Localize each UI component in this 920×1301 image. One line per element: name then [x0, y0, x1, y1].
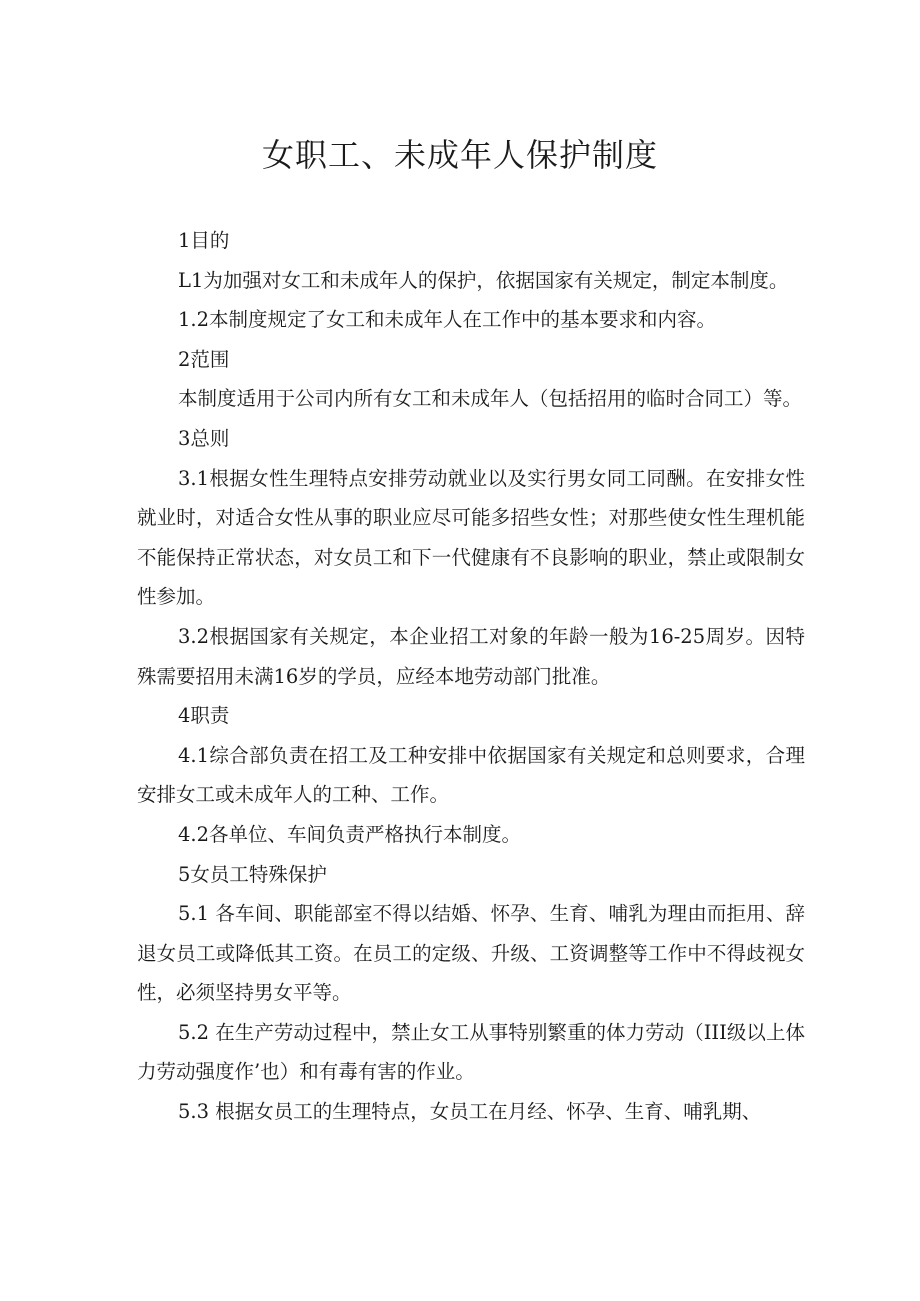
- section-heading-scope: 2范围: [178, 347, 230, 371]
- clause-4-1: 4.1综合部负责在招工及工种安排中依据国家有关规定和总则要求，合理安排女工或未成年人的工种、工作。: [137, 743, 805, 807]
- clause-5-3: 5.3 根据女员工的生理特点，女员工在月经、怀孕、生育、哺乳期、: [178, 1100, 762, 1124]
- clause-1-2: 1.2本制度规定了女工和未成年人在工作中的基本要求和内容。: [178, 308, 717, 332]
- clause-5-2: 5.2 在生产劳动过程中，禁止女工从事特别繁重的体力劳动（III级以上体力劳动强度作’也）和有毒有害的作业。: [137, 1020, 805, 1084]
- section-heading-purpose: 1目的: [178, 229, 230, 252]
- section-heading-general: 3总则: [178, 426, 230, 450]
- clause-5-1: 5.1 各车间、职能部室不得以结婚、怀孕、生育、哺乳为理由而拒用、辞退女员工或降低其工资。在员工的定级、升级、工资调整等工作中不得歧视女性，必须坚持男女平等。: [137, 902, 805, 1005]
- clause-3-2: 3.2根据国家有关规定，本企业招工对象的年龄一般为16-25周岁。因特殊需要招用未满16岁的学员，应经本地劳动部门批准。: [137, 624, 805, 688]
- clause-1-1: L1为加强对女工和未成年人的保护，依据国家有关规定，制定本制度。: [178, 268, 789, 292]
- document-body: [137, 221, 805, 1132]
- clause-4-2: 4.2各单位、车间负责严格执行本制度。: [178, 822, 522, 846]
- section-heading-female-protection: 5女员工特殊保护: [178, 862, 327, 886]
- clause-3-1: 3.1根据女性生理特点安排劳动就业以及实行男女同工同酬。在安排女性就业时，对适合女性从事的职业应尽可能多招些女性；对那些使女性生理机能不能保持正常状态，对女员工和下一代健康有不良影响的职业，禁止或限制女性参加。: [137, 466, 805, 609]
- section-heading-duties: 4职责: [178, 704, 230, 728]
- scope-text: 本制度适用于公司内所有女工和未成年人（包括招用的临时合同工）等。: [178, 387, 803, 411]
- document-title: 女职工、未成年人保护制度: [261, 136, 658, 174]
